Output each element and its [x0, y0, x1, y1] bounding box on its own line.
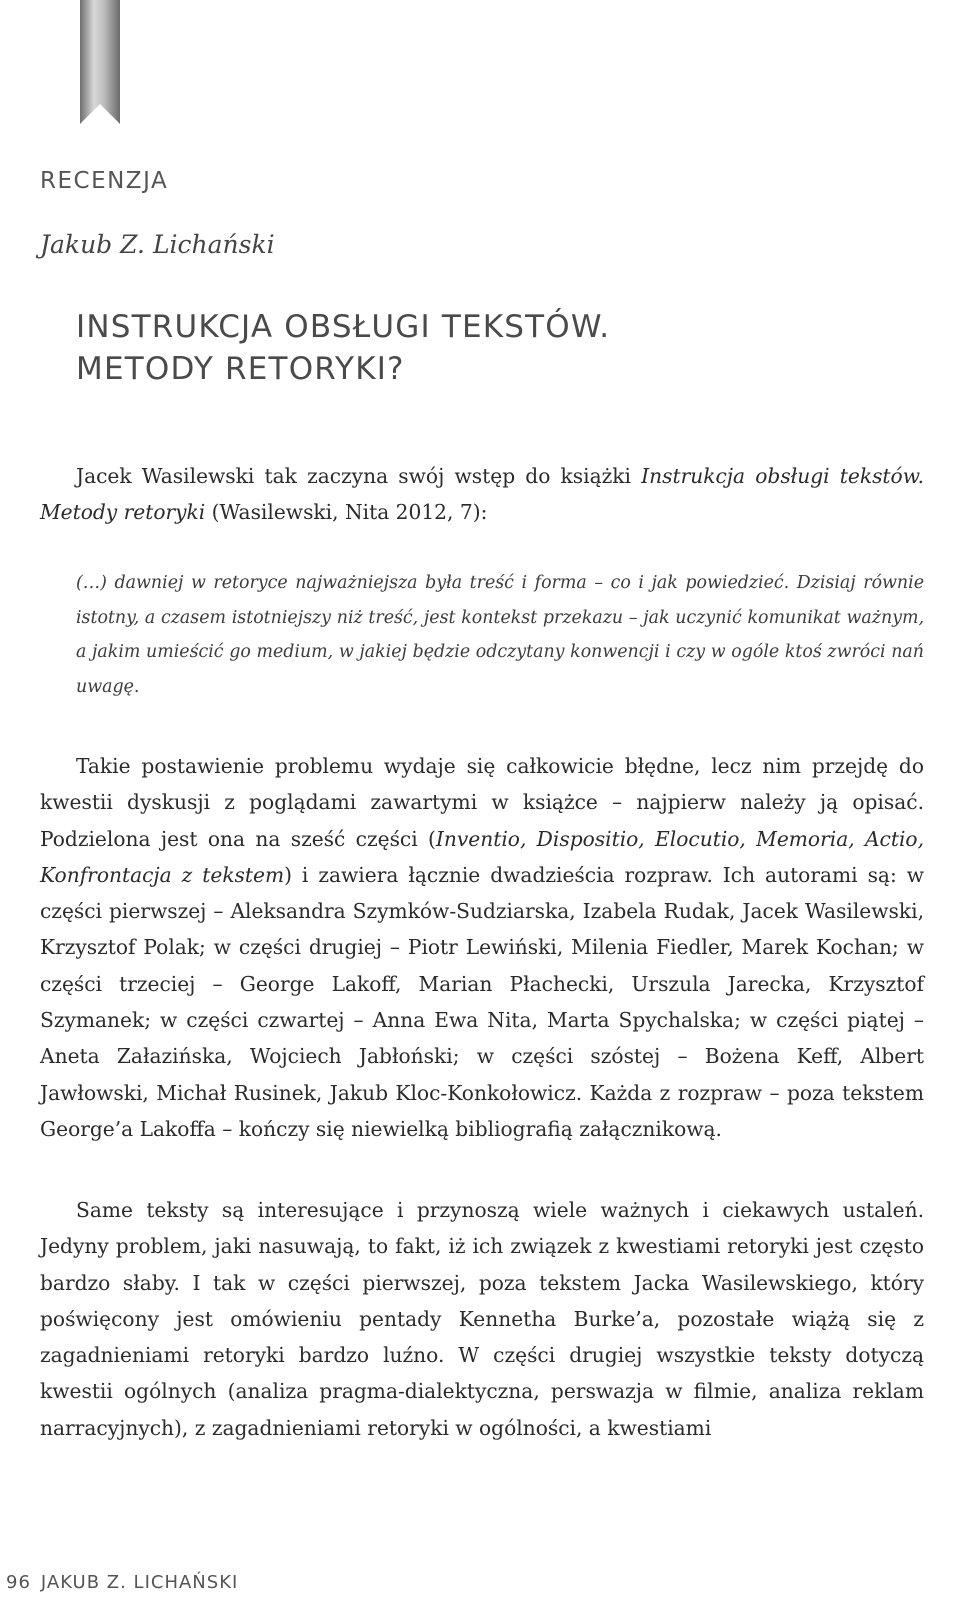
- section-label: RECENZJA: [40, 168, 169, 194]
- running-head: JAKUB Z. LICHAŃSKI: [40, 1572, 239, 1593]
- page-footer: [6, 1572, 238, 1593]
- article-title: [76, 306, 610, 390]
- title-line-2: METODY RETORYKI?: [76, 351, 405, 387]
- part-names: Inventio, Dispositio, Elocutio, Memoria, Actio, Konfrontacja z tekstem: [40, 826, 924, 887]
- intro-paragraph: Jacek Wasilewski tak zaczyna swój wstęp do książki Instrukcja obsługi tekstów. Metody retoryki (Wasilewski, Nita 2012, 7):: [40, 464, 924, 525]
- block-quote: (…) dawniej w retoryce najważniejsza była treść i forma – co i jak powiedzieć. Dzisiaj równie istotny, a czasem istotniejszy niż treść, jest kontekst przekazu – jak uczynić komunikat ważnym, a jakim umieścić go medium, w jakiej będzie odczytany konwencji i czy w ogóle ktoś zwróci nań uwagę.: [76, 573, 924, 697]
- title-line-1: INSTRUKCJA OBSŁUGI TEKSTÓW.: [76, 309, 611, 345]
- body-paragraph-2: Same teksty są interesujące i przynoszą wiele ważnych i ciekawych ustaleń. Jedyny problem, jaki nasuwają, to fakt, iż ich związek z kwestiami retoryki jest często bardzo słaby. I tak w części pierwszej, poza tekstem Jacka Wasilewskiego, który poświęcony jest omówieniu pentady Kennetha Burke’a, pozostałe wiążą się z zagadnieniami retoryki bardzo luźno. W części drugiej wszystkie teksty dotyczą kwestii ogólnych (analiza pragma-dialektyczna, perswazja w filmie, analiza reklam narracyjnych), z zagadnieniami retoryki w ogólności, a kwestiami: [40, 1198, 924, 1440]
- page-number: 96: [6, 1572, 31, 1593]
- author-name: Jakub Z. Lichański: [40, 230, 275, 259]
- bookmark-ribbon: [80, 0, 120, 124]
- book-title: Instrukcja obsługi tekstów. Metody retoryki: [40, 464, 924, 525]
- body-paragraph-1: Takie postawienie problemu wydaje się całkowicie błędne, lecz nim przejdę do kwestii dyskusji z poglądami zawartymi w książce – najpierw należy ją opisać. Podzielona jest ona na sześć części (Inventio, Dispositio, Elocutio, Memoria, Actio, Konfrontacja z tekstem) i zawiera łącznie dwadzieścia rozpraw. Ich autorami są: w części pierwszej – Aleksandra Szymków-Sudziarska, Izabela Rudak, Jacek Wasilewski, Krzysztof Polak; w części drugiej – Piotr Lewiński, Milenia Fiedler, Marek Kochan; w części trzeciej – George Lakoff, Marian Płachecki, Urszula Jarecka, Krzysztof Szymanek; w części czwartej – Anna Ewa Nita, Marta Spychalska; w części piątej – Aneta Załazińska, Wojciech Jabłoński; w części szóstej – Bożena Keff, Albert Jawłowski, Michał Rusinek, Jakub Kloc-Konkołowicz. Każda z rozpraw – poza tekstem George’a Lakoffa – kończy się niewielką bibliografią załącznikową.: [40, 754, 924, 1141]
